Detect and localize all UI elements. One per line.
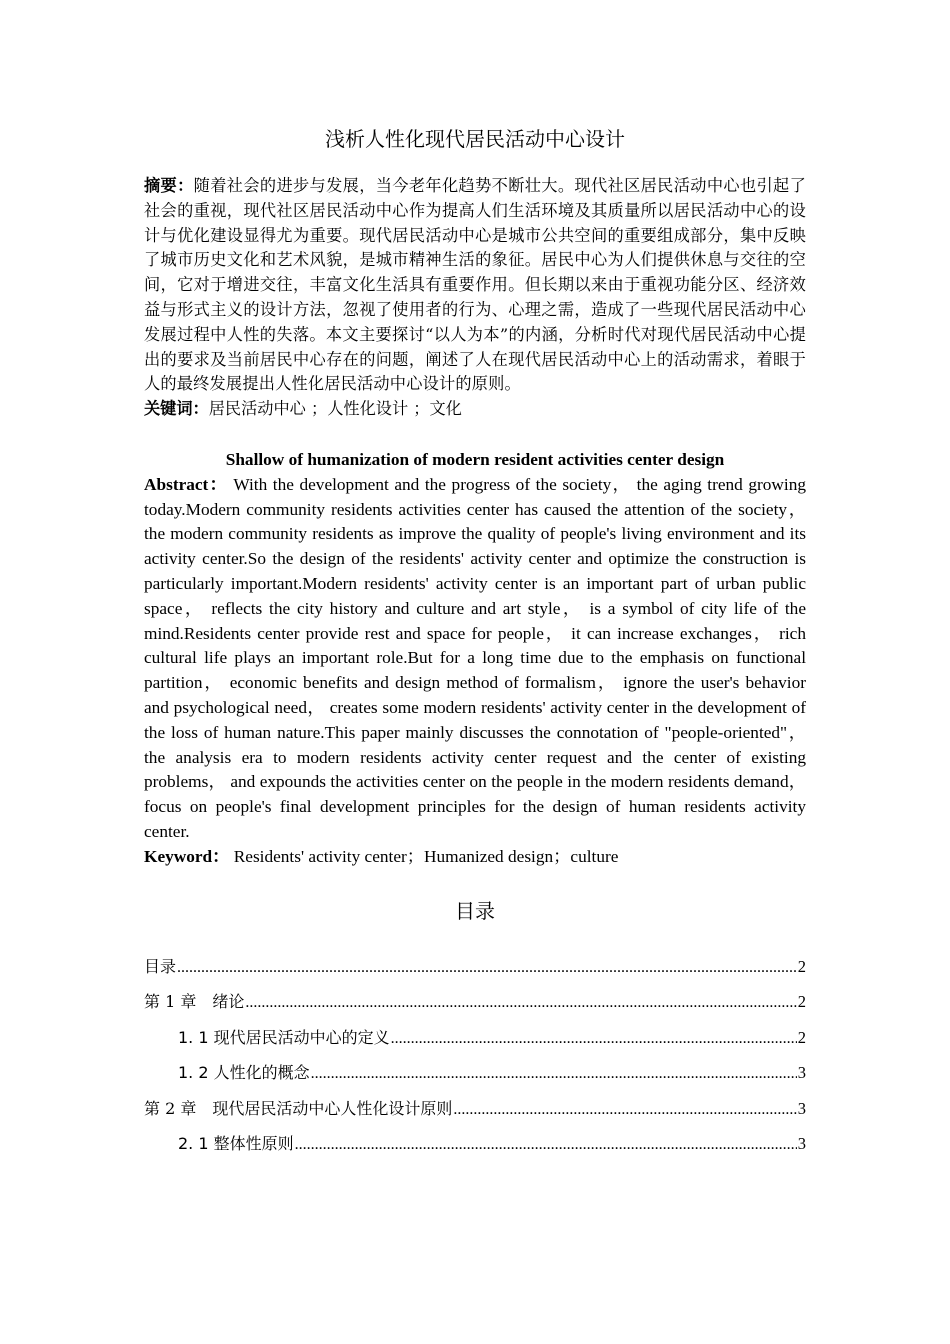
toc-entry-label: 目录 (144, 956, 177, 976)
toc-leader-dots (177, 959, 797, 977)
toc-entry[interactable] (144, 1025, 806, 1061)
chinese-abstract (144, 174, 806, 397)
toc-entry-page: 3 (797, 1063, 806, 1083)
english-abstract-text: With the development and the progress of the society， the aging trend growing today.Modern community residents activities center has caused the attention of the society， the modern community residents as improve the quality of people's living environment and its activity center.So the design of the residents' activity center and optimize the construction is particularly important.Modern residents' activity center is an important part of urban public space， reflects the city history and culture and art style， is a symbol of city life of the mind.Residents center provide rest and space for people， it can increase exchanges， rich cultural life plays an important role.But for a long time due to the emphasis on functional partition， economic benefits and design method of formalism， ignore the user's behavior and psychological need， creates some modern residents' activity center in the development of the loss of human nature.This paper mainly discusses the connotation of "people-oriented"， the analysis era to modern residents activity center request and the center of existing problems， and expounds the activities center on the people in the modern residents demand， focus on people's final development principles for the design of human residents activity center. (144, 474, 806, 841)
chinese-keywords-label: 关键词： (144, 399, 209, 419)
toc-entry-page: 2 (797, 956, 806, 976)
toc-entry-label: 1. 1 现代居民活动中心的定义 (178, 1027, 390, 1047)
toc-entry-page: 2 (797, 1027, 806, 1047)
chinese-keywords (144, 397, 806, 422)
english-keywords-label: Keyword： (144, 846, 230, 866)
chinese-abstract-text: 随着社会的进步与发展，当今老年化趋势不断壮大。现代社区居民活动中心也引起了社会的重视，现代社区居民活动中心作为提高人们生活环境及其质量所以居民活动中心的设计与优化建设显得尤为重要。现代居民活动中心是城市公共空间的重要组成部分，集中反映了城市历史文化和艺术风貌，是城市精神生活的象征。居民中心为人们提供休息与交往的空间，它对于增进交往，丰富文化生活具有重要作用。但长期以来由于重视功能分区、经济效益与形式主义的设计方法，忽视了使用者的行为、心理之需，造成了一些现代居民活动中心发展过程中人性的失落。本文主要探讨“以人为本”的内涵，分析时代对现代居民活动中心提出的要求及当前居民中心存在的问题，阐述了人在现代居民活动中心上的活动需求，着眼于人的最终发展提出人性化居民活动中心设计的原则。 (144, 176, 806, 394)
toc-leader-dots (453, 1101, 796, 1119)
toc-entry-label: 1. 2 人性化的概念 (178, 1063, 310, 1083)
english-keywords (144, 845, 806, 870)
chinese-keywords-text: 居民活动中心 ；人性化设计 ；文化 (208, 399, 462, 419)
toc-entry-page: 2 (797, 992, 806, 1012)
toc-entry[interactable] (144, 954, 806, 990)
toc-entry[interactable] (144, 1096, 806, 1132)
toc-leader-dots (311, 1065, 797, 1083)
english-abstract (144, 473, 806, 845)
toc-leader-dots (245, 994, 796, 1012)
english-abstract-label: Abstract： (144, 474, 229, 494)
toc-entry[interactable] (144, 989, 806, 1025)
toc-entry[interactable] (144, 1060, 806, 1096)
table-of-contents (144, 954, 806, 1167)
english-title: Shallow of humanization of modern resident activities center design (225, 449, 725, 469)
toc-leader-dots (391, 1030, 797, 1048)
toc-leader-dots (295, 1136, 797, 1154)
chinese-abstract-label: 摘要： (144, 176, 194, 195)
toc-entry-label: 2. 1 整体性原则 (178, 1134, 294, 1154)
toc-entry-label: 第 2 章 现代居民活动中心人性化设计原则 (144, 1098, 453, 1118)
page-content (144, 120, 806, 1167)
chinese-title: 浅析人性化现代居民活动中心设计 (325, 127, 625, 151)
toc-title: 目录 (455, 898, 495, 923)
toc-entry-page: 3 (797, 1098, 806, 1118)
toc-entry-page: 3 (797, 1134, 806, 1154)
toc-entry-label: 第 1 章 绪论 (144, 992, 245, 1012)
english-keywords-text: Residents' activity center；Humanized design；culture (229, 846, 619, 866)
toc-entry[interactable] (144, 1131, 806, 1167)
